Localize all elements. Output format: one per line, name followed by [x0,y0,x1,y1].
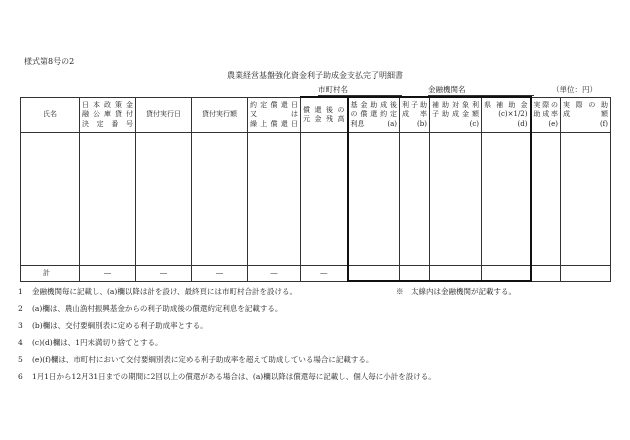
col-base-line2: の償還約定 [350,110,397,119]
cell-balance[interactable] [301,133,348,266]
cell-pref-subsidy[interactable] [482,133,531,266]
col-base-line1: 基金助成後 [350,100,397,109]
note-text-1: 金融機関毎に記載し、(a)欄以降は計を設け、最終頁には市町村合計を設ける。 [32,287,298,296]
total-label: 計 [21,266,80,282]
note-number-2: 2 [18,304,23,313]
document-title: 農業経営基盤強化資金利子助成金支払完了明細書 [227,71,403,80]
col-actual-amount-line2b: 額 [601,110,608,118]
total-subsidy-rate[interactable] [400,266,430,282]
data-row [21,133,611,266]
col-header-base-interest [348,97,400,133]
col-loan-number-line2: 融公庫貸付 [82,110,133,118]
col-actual-rate-line1: 実際の [533,100,558,109]
col-balance-line1: 償還後の [303,105,345,114]
col-actual-amount-line2a: 成 [563,110,570,118]
col-actual-amount-line1: 実際の助 [563,100,608,109]
cell-subject-amount[interactable] [430,133,482,266]
note-item-2 [18,303,282,314]
col-repayment-line2b: は [291,110,298,118]
col-pref-line2: (c)×1/2) [498,110,528,119]
cell-loan-number[interactable] [80,133,136,266]
col-rate-line2a: 成 [402,110,409,119]
col-rate-line1: 利子助 [402,100,427,109]
total-actual-rate[interactable] [531,266,561,282]
note-item-5 [18,354,373,365]
col-header-pref-subsidy [482,97,531,133]
cell-repayment-date[interactable] [248,133,301,266]
total-dash-loan-number: ― [80,266,136,282]
col-exec-amount-text: 貸付実行額 [202,110,237,118]
col-header-exec-amount [192,97,248,133]
cell-name[interactable] [21,133,80,266]
statement-table [20,96,611,282]
col-header-name [21,97,80,133]
col-header-balance [301,97,348,133]
col-header-repayment-date [248,97,301,133]
total-row [21,266,611,282]
header-row [21,97,611,133]
total-base-interest[interactable] [348,266,400,282]
note-number-4: 4 [18,338,23,347]
note-number-6: 6 [18,372,23,381]
col-rate-line2b: 率 [420,110,427,119]
col-balance-line2: 元金残高 [303,115,345,123]
note-item-1 [18,286,297,297]
col-pref-line1: 県補助金 [484,100,528,109]
note-text-4: (c)(d)欄は、1円未満切り捨てとする。 [32,338,163,347]
cell-actual-amount[interactable] [561,133,611,266]
form-number: 様式第8号の2 [24,57,75,66]
col-subject-line3: (c) [469,119,479,128]
total-pref-subsidy[interactable] [482,266,531,282]
col-header-actual-amount [561,97,611,133]
cell-exec-date[interactable] [136,133,192,266]
note-number-5: 5 [18,355,23,364]
note-text-5: (e)(f)欄は、市町村において交付要綱別表に定める利子助成率を超えて助成している場合に記載する。 [32,355,374,364]
col-base-line3a: 利息 [350,119,365,128]
cell-base-interest[interactable] [348,133,400,266]
note-item-6 [18,371,436,382]
total-subject-amount[interactable] [430,266,482,282]
note-text-2: (a)欄は、農山漁村振興基金からの利子助成後の償還約定利息を記載する。 [32,304,283,313]
col-actual-amount-line2 [561,110,610,120]
note-text-3: (b)欄は、交付要綱別表に定める利子助成率とする。 [32,321,208,330]
col-actual-rate-line2: 助成率 [533,110,558,118]
bank-label: 金融機関名 [428,85,466,94]
col-header-subject-amount [430,97,482,133]
total-dash-balance: ― [301,266,348,282]
col-rate-line2 [400,110,429,120]
col-header-actual-rate [531,97,561,133]
col-actual-rate-line3: (e) [548,119,558,128]
note-text-6: 1月1日から12月31日までの期間に2回以上の償還がある場合は、(a)欄以降は償還毎に記載し、個人毎に小計を設ける。 [32,372,436,381]
cell-actual-rate[interactable] [531,133,561,266]
col-header-subsidy-rate [400,97,430,133]
col-rate-line3: (b) [417,119,427,128]
col-subject-line1: 補助対象利 [432,100,479,109]
bold-frame-note: ※ 太線内は金融機関が記載する。 [396,287,516,296]
total-dash-exec-date: ― [136,266,192,282]
col-loan-number-line3: 決定番号 [82,119,133,128]
total-dash-exec-amount: ― [192,266,248,282]
total-dash-repayment-date: ― [248,266,301,282]
col-repayment-line3: 繰上償還日 [250,119,298,128]
note-number-3: 3 [18,321,23,330]
col-base-line3 [349,120,400,130]
col-pref-line3: (d) [517,119,528,128]
col-subject-line2: 子助成金額 [432,110,479,119]
col-header-exec-date [136,97,192,133]
cell-exec-amount[interactable] [192,133,248,266]
cell-subsidy-rate[interactable] [400,133,430,266]
col-repayment-line2 [248,110,300,120]
col-exec-date-text: 貸付実行日 [146,110,181,118]
municipality-label: 市町村名 [318,85,348,94]
col-name-text: 氏名 [43,110,57,118]
note-item-3 [18,320,208,331]
col-actual-amount-line3: (f) [599,119,608,128]
col-header-loan-number [80,97,136,133]
col-loan-number-line1: 日本政策金 [82,100,133,109]
unit-label: （単位：円） [552,85,597,94]
col-repayment-line2a: 又 [250,110,257,118]
note-item-4 [18,337,162,348]
col-repayment-line1: 約定償還日 [250,100,298,109]
total-actual-amount[interactable] [561,266,611,282]
note-number-1: 1 [18,287,23,296]
col-base-line3b: (a) [387,119,397,128]
